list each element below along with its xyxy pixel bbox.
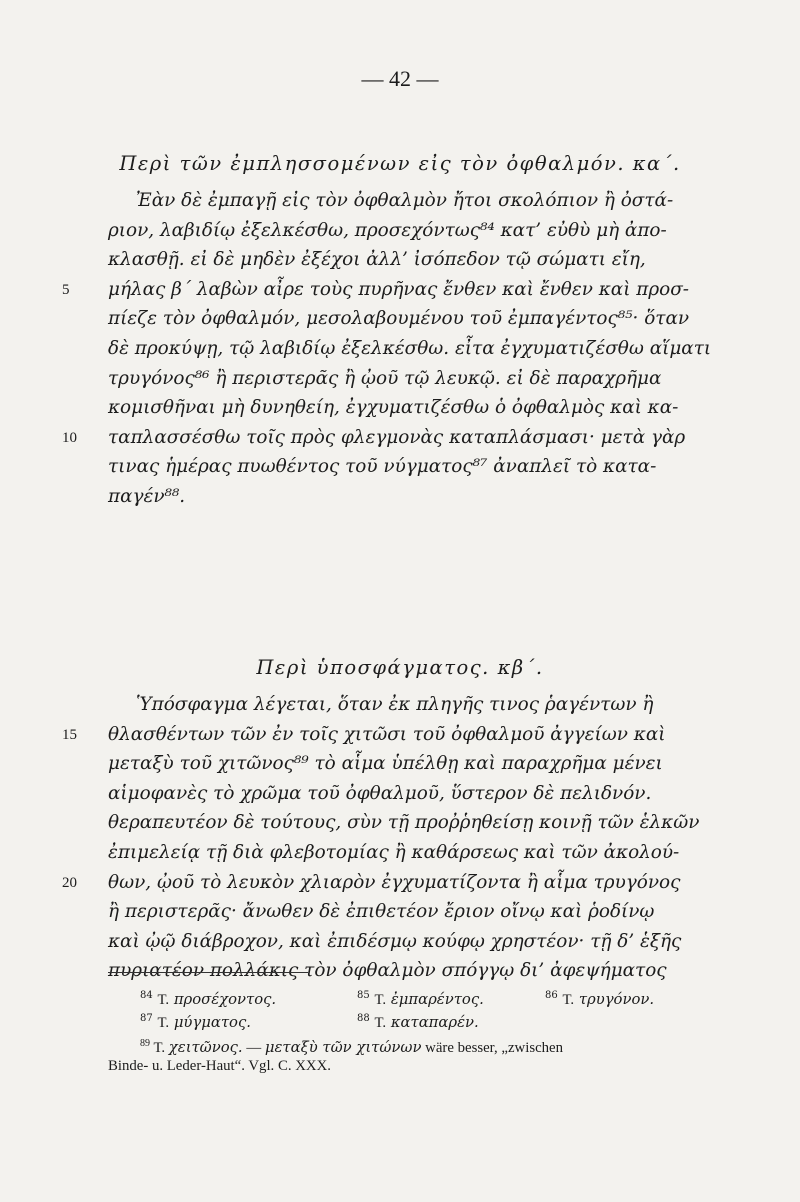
line-number: 15 xyxy=(62,726,77,743)
text-line: πίεζε τὸν ὀφθαλμόν, μεσολαβουμένου τοῦ ἐμπαγέντος⁸⁵· ὅταν xyxy=(108,308,690,330)
footnote-84 xyxy=(140,986,276,1010)
footnote-89-continuation: Binde- u. Leder-Haut“. Vgl. C. XXX. xyxy=(108,1058,331,1074)
footnote-number: 86 xyxy=(545,990,558,1001)
footnote-german: wäre besser, „zwischen xyxy=(425,1039,564,1056)
text-line: αἱμοφανὲς τὸ χρῶμα τοῦ ὀφθαλμοῦ, ὕστερον δὲ πελιδνόν. xyxy=(108,782,652,804)
text-line: ριον, λαβιδίῳ ἐξελκέσθω, προσεχόντως⁸⁴ κατ’ εὐθὺ μὴ ἀπο- xyxy=(108,219,667,241)
text-line: ἢ περιστερᾶς· ἄνωθεν δὲ ἐπιθετέον ἔριον οἴνῳ καὶ ῥοδίνῳ xyxy=(108,901,655,923)
footnote-number: 84 xyxy=(140,990,153,1001)
footnote-greek-2: μεταξὺ τῶν χιτώνων xyxy=(264,1038,422,1056)
text-line: μήλας β΄ λαβὼν αἶρε τοὺς πυρῆνας ἔνθεν καὶ ἔνθεν καὶ προσ- xyxy=(108,278,690,300)
footnote-label: T. xyxy=(157,1014,170,1031)
text-line: θλασθέντων τῶν ἐν τοῖς χιτῶσι τοῦ ὀφθαλμοῦ ἀγγείων καὶ xyxy=(108,723,666,745)
footnote-dash: — xyxy=(246,1039,262,1056)
footnote-85 xyxy=(357,986,484,1010)
footnote-text: μύγματος. xyxy=(173,1013,251,1031)
text-line: κλασθῇ. εἰ δὲ μηδὲν ἐξέχοι ἀλλ’ ἰσόπεδον τῷ σώματι εἴη, xyxy=(108,249,646,271)
footnote-label: T. xyxy=(157,991,170,1008)
footnote-number: 87 xyxy=(140,1013,153,1024)
text-line: Ἐὰν δὲ ἐμπαγῇ εἰς τὸν ὀφθαλμὸν ἤτοι σκολόπιον ἢ ὀστά- xyxy=(136,190,674,211)
text-line: θων, ᾠοῦ τὸ λευκὸν χλιαρὸν ἐγχυματίζοντα ἢ αἷμα τρυγόνος xyxy=(108,871,681,893)
footnote-86 xyxy=(545,986,654,1010)
footnote-text: καταπαρέν. xyxy=(390,1013,479,1031)
footnote-label: T. xyxy=(374,1014,387,1031)
line-number: 5 xyxy=(62,281,70,298)
footnote-89 xyxy=(140,1034,563,1058)
footnote-87 xyxy=(140,1009,251,1033)
text-line: ταπλασσέσθω τοῖς πρὸς φλεγμονὰς καταπλάσμασι· μετὰ γὰρ xyxy=(108,426,686,448)
footnote-88 xyxy=(357,1009,479,1033)
text-line: καὶ ᾠῷ διάβροχον, καὶ ἐπιδέσμῳ κούφῳ χρηστέον· τῇ δ’ ἑξῆς xyxy=(108,930,682,952)
page-number: — 42 — xyxy=(361,66,439,91)
footnote-rule xyxy=(108,972,308,973)
line-number: 10 xyxy=(62,429,77,446)
footnote-greek-1: χειτῶνος. xyxy=(168,1038,243,1056)
text-line: τινας ἡμέρας πυωθέντος τοῦ νύγματος⁸⁷ ἀναπλεῖ τὸ κατα- xyxy=(108,456,657,478)
footnote-label: T. xyxy=(562,991,575,1008)
footnote-text: προσέχοντος. xyxy=(173,990,277,1008)
text-line: παγέν⁸⁸. xyxy=(108,486,186,507)
text-line: δὲ προκύψῃ, τῷ λαβιδίῳ ἐξελκέσθω. εἶτα ἐγχυματιζέσθω αἵματι xyxy=(108,338,712,359)
text-line: τρυγόνος⁸⁶ ἢ περιστερᾶς ἢ ᾠοῦ τῷ λευκῷ. εἰ δὲ παραχρῆμα xyxy=(108,367,662,389)
footnote-number: 88 xyxy=(357,1013,370,1024)
footnote-number: 89 xyxy=(140,1038,150,1049)
text-line: Ὑπόσφαγμα λέγεται, ὅταν ἐκ πληγῆς τινος ῥαγέντων ἢ xyxy=(136,694,654,715)
text-line: θεραπευτέον δὲ τούτους, σὺν τῇ προῤῥηθείσῃ κοινῇ τῶν ἑλκῶν xyxy=(108,812,700,834)
section-heading-22: Περὶ ὑποσφάγματος. κβ΄. xyxy=(256,656,544,679)
text-line: πυριατέον πολλάκις τὸν ὀφθαλμὸν σπόγγῳ δι’ ἀφεψήματος xyxy=(108,960,667,982)
text-line: κομισθῆναι μὴ δυνηθείη, ἐγχυματιζέσθω ὁ ὀφθαλμὸς καὶ κα- xyxy=(108,397,679,419)
footnote-text: ἐμπαρέντος. xyxy=(390,990,484,1008)
footnote-label: T. xyxy=(374,991,387,1008)
footnote-number: 85 xyxy=(357,990,370,1001)
section-heading-21: Περὶ τῶν ἐμπλησσομένων εἰς τὸν ὀφθαλμόν. κα΄. xyxy=(119,152,681,175)
line-number: 20 xyxy=(62,874,77,891)
text-line: ἐπιμελείᾳ τῇ διὰ φλεβοτομίας ἢ καθάρσεως καὶ τῶν ἀκολού- xyxy=(108,842,680,863)
footnote-label: T. xyxy=(153,1039,166,1056)
footnote-text: τρυγόνον. xyxy=(578,990,655,1008)
text-line: μεταξὺ τοῦ χιτῶνος⁸⁹ τὸ αἷμα ὑπέλθῃ καὶ παραχρῆμα μένει xyxy=(108,753,663,775)
